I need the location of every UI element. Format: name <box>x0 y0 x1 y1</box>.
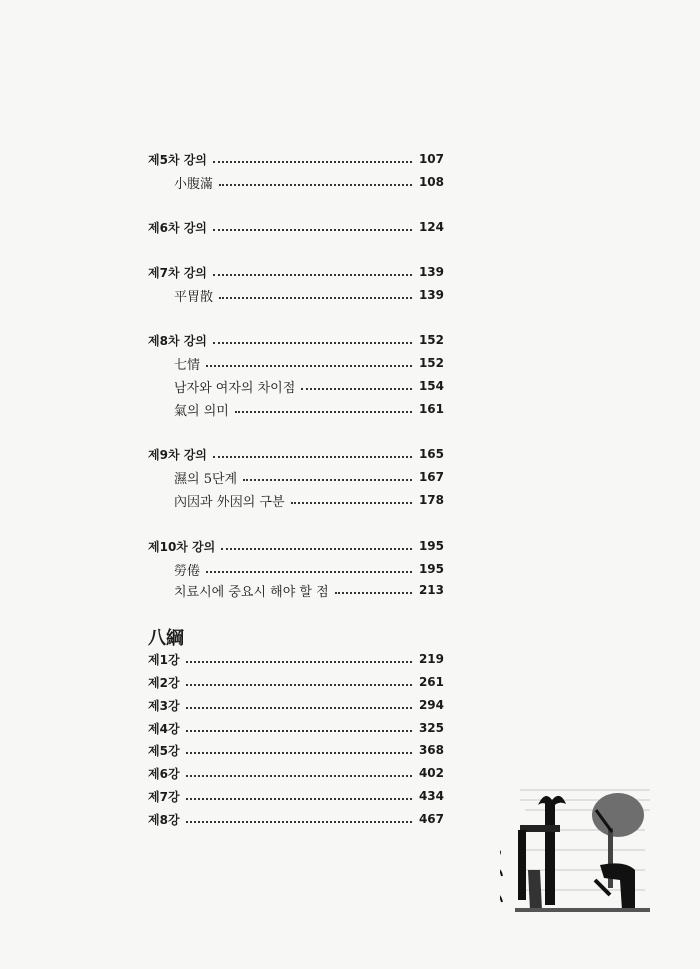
dot-leader <box>186 661 412 663</box>
dot-leader <box>301 388 412 390</box>
dot-leader <box>291 502 413 504</box>
toc-entry[interactable] <box>174 467 444 487</box>
toc-entry-page: 294 <box>418 698 444 712</box>
toc-entry[interactable] <box>174 399 444 419</box>
toc-entry-page: 325 <box>418 721 444 735</box>
toc-entry-page: 219 <box>418 652 444 666</box>
toc-entry-label: 제5차 강의 <box>148 152 207 167</box>
toc-entry-label: 제6차 강의 <box>148 220 207 235</box>
toc-entry[interactable] <box>148 763 444 783</box>
toc-entry[interactable] <box>148 217 444 237</box>
toc-entry[interactable] <box>148 695 444 715</box>
toc-entry-page: 402 <box>418 766 444 780</box>
dot-leader <box>219 297 412 299</box>
toc-entry[interactable] <box>148 649 444 669</box>
toc-entry-page: 165 <box>418 447 444 461</box>
toc-entry-page: 195 <box>418 562 444 576</box>
toc-entry-page: 152 <box>418 356 444 370</box>
dot-leader <box>213 456 412 458</box>
toc-entry[interactable] <box>148 672 444 692</box>
toc-entry-label: 平胃散 <box>174 289 214 305</box>
dot-leader <box>186 707 412 709</box>
toc-entry-page: 139 <box>418 265 444 279</box>
dot-leader <box>213 161 412 163</box>
toc-entry-label: 제7차 강의 <box>148 265 207 280</box>
dot-leader <box>186 775 412 777</box>
toc-entry-page: 213 <box>418 583 444 597</box>
toc-entry-label: 제1강 <box>148 652 180 667</box>
toc-entry-label: 七情 <box>174 357 201 373</box>
toc-entry-label: 제7강 <box>148 789 180 804</box>
toc-entry-label: 제2강 <box>148 675 180 690</box>
toc-entry-label: 제8차 강의 <box>148 333 207 348</box>
toc-entry-label: 小腹滿 <box>174 176 214 192</box>
dot-leader <box>221 548 412 550</box>
dot-leader <box>335 592 412 594</box>
toc-entry-label: 제4강 <box>148 721 180 736</box>
toc-entry-label: 濕의 5단계 <box>174 471 238 487</box>
toc-entry[interactable] <box>148 262 444 282</box>
toc-entry-label: 제9차 강의 <box>148 447 207 462</box>
toc-entry-label: 제5강 <box>148 743 180 758</box>
section-heading: 八綱 <box>148 628 184 649</box>
dot-leader <box>219 184 412 186</box>
toc-entry[interactable] <box>148 740 444 760</box>
toc-entry[interactable] <box>174 353 444 373</box>
toc-entry-page: 161 <box>418 402 444 416</box>
toc-entry-page: 107 <box>418 152 444 166</box>
toc-entry-page: 139 <box>418 288 444 302</box>
dot-leader <box>213 229 412 231</box>
toc-entry[interactable] <box>148 809 444 829</box>
toc-entry-label: 제3강 <box>148 698 180 713</box>
toc-entry[interactable] <box>148 718 444 738</box>
toc-entry[interactable] <box>174 490 444 510</box>
toc-entry-page: 152 <box>418 333 444 347</box>
toc-entry-page: 124 <box>418 220 444 234</box>
dot-leader <box>186 684 412 686</box>
toc-entry-label: 제8강 <box>148 812 180 827</box>
dot-leader <box>186 821 412 823</box>
toc-entry-label: 勞倦 <box>174 563 201 579</box>
dot-leader <box>206 571 412 573</box>
toc-entry[interactable] <box>148 149 444 169</box>
toc-entry-page: 154 <box>418 379 444 393</box>
toc-entry-label: 남자와 여자의 차이점 <box>174 380 296 396</box>
dot-leader <box>186 798 412 800</box>
toc-entry-page: 368 <box>418 743 444 757</box>
dot-leader <box>186 752 412 754</box>
toc-entry[interactable] <box>148 786 444 806</box>
toc-entry[interactable] <box>174 172 444 192</box>
dot-leader <box>235 411 412 413</box>
toc-entry[interactable] <box>148 330 444 350</box>
dot-leader <box>243 479 412 481</box>
toc-entry-page: 467 <box>418 812 444 826</box>
toc-entry[interactable] <box>174 376 444 396</box>
dot-leader <box>213 342 412 344</box>
toc-entry-page: 167 <box>418 470 444 484</box>
toc-entry-label: 제6강 <box>148 766 180 781</box>
toc-entry-page: 195 <box>418 539 444 553</box>
toc-entry-label: 氣의 의미 <box>174 403 229 419</box>
toc-entry-page: 261 <box>418 675 444 689</box>
woodcut-illustration <box>500 770 660 920</box>
toc-entry-label: 제10차 강의 <box>148 539 216 554</box>
toc-entry[interactable] <box>174 285 444 305</box>
dot-leader <box>186 730 412 732</box>
toc-entry[interactable] <box>148 536 444 556</box>
toc-entry-page: 178 <box>418 493 444 507</box>
dot-leader <box>213 274 412 276</box>
toc-entry[interactable] <box>174 580 444 600</box>
toc-entry-label: 치료시에 중요시 해야 할 점 <box>174 584 329 600</box>
toc-entry-page: 434 <box>418 789 444 803</box>
toc-entry[interactable] <box>148 444 444 464</box>
toc-entry[interactable] <box>174 559 444 579</box>
toc-entry-label: 內因과 外因의 구분 <box>174 494 285 510</box>
toc-entry-page: 108 <box>418 175 444 189</box>
dot-leader <box>206 365 412 367</box>
